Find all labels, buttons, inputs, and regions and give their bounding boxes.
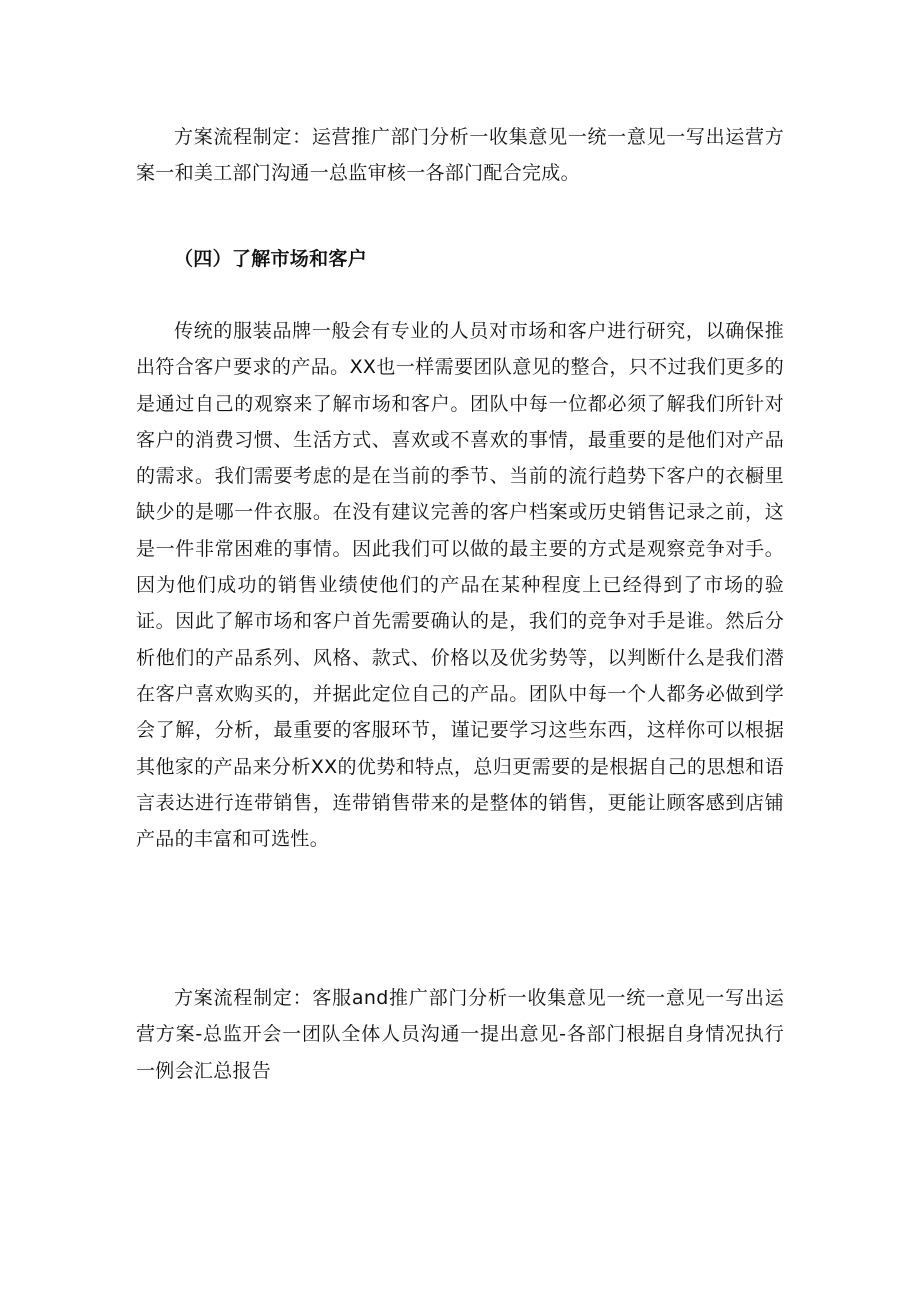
paragraph-process-customer-service: 方案流程制定：客服and推广部门分析一收集意见一统一意见一写出运营方案-总监开会一团队全体人员沟通一提出意见-各部门根据自身情况执行一例会汇总报告 xyxy=(136,987,784,1082)
paragraph-process-operations: 方案流程制定：运营推广部门分析一收集意见一统一意见一写出运营方案一和美工部门沟通一总监审核一各部门配合完成。 xyxy=(136,126,784,185)
section-heading-understand-market: （四）了解市场和客户 xyxy=(174,248,368,270)
paragraph-market-and-customers: 传统的服装品牌一般会有专业的人员对市场和客户进行研究，以确保推出符合客户要求的产品。XX也一样需要团队意见的整合，只不过我们更多的是通过自己的观察来了解市场和客户。团队中每一位都必须了解我们所针对客户的消费习惯、生活方式、喜欢或不喜欢的事情，最重要的是他们对产品的需求。我们需要考虑的是在当前的季节、当前的流行趋势下客户的衣橱里缺少的是哪一件衣服。在没有建议完善的客户档案或历史销售记录之前，这是一件非常困难的事情。因此我们可以做的最主要的方式是观察竞争对手。因为他们成功的销售业绩使他们的产品在某种程度上已经得到了市场的验证。因此了解市场和客户首先需要确认的是，我们的竞争对手是谁。然后分析他们的产品系列、风格、款式、价格以及优劣势等，以判断什么是我们潜在客户喜欢购买的，并据此定位自己的产品。团队中每一个人都务必做到学会了解，分析，最重要的客服环节，谨记要学习这些东西，这样你可以根据其他家的产品来分析XX的优势和特点，总归更需要的是根据自己的思想和语言表达进行连带销售，连带销售带来的是整体的销售，更能让顾客感到店铺产品的丰富和可选性。 xyxy=(136,320,784,851)
